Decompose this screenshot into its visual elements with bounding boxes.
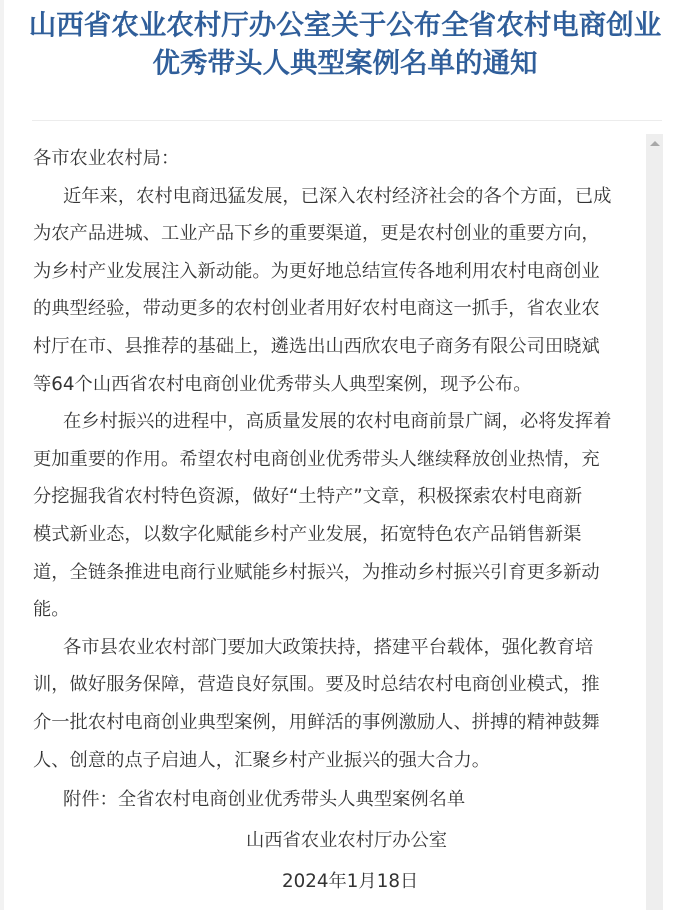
left-edge-strip [0, 0, 4, 910]
paragraph-1-line: 等64个山西省农村电商创业优秀带头人典型案例，现予公布。 [33, 373, 532, 395]
paragraph-2-line: 模式新业态，以数字化赋能乡村产业发展，拓宽特色农产品销售新渠 [33, 523, 582, 545]
title-divider [32, 120, 662, 121]
paragraph-1-line: 村厅在市、县推荐的基础上，遴选出山西欣农电子商务有限公司田晓斌 [33, 335, 600, 357]
page-title-line-2: 优秀带头人典型案例名单的通知 [152, 47, 538, 79]
signature-organization: 山西省农业农村厅办公室 [246, 830, 448, 851]
scroll-up-arrow-icon[interactable] [650, 141, 660, 146]
attachment-link[interactable]: 附件：全省农村电商创业优秀带头人典型案例名单 [63, 789, 466, 811]
paragraph-2-line: 道，全链条推进电商行业赋能乡村振兴，为推动乡村振兴引育更多新动 [33, 561, 600, 583]
paragraph-2-line: 分挖掘我省农村特色资源，做好“土特产”文章，积极探索农村电商新 [33, 486, 583, 508]
paragraph-1-line: 为农产品进城、工业产品下乡的重要渠道，更是农村创业的重要方向， [33, 223, 600, 245]
document-body [33, 140, 645, 819]
paragraph-3-line: 训，做好服务保障，营造良好氛围。要及时总结农村电商创业模式，推 [33, 674, 600, 696]
paragraph-2-line: 能。 [33, 599, 70, 621]
paragraph-3-line: 人、创意的点子启迪人，汇聚乡村产业振兴的强大合力。 [33, 749, 491, 771]
paragraph-1-line: 为乡村产业发展注入新动能。为更好地总结宣传各地利用农村电商创业 [33, 260, 600, 282]
paragraph-3-line: 各市县农业农村部门要加大政策扶持，搭建平台载体，强化教育培 [63, 636, 594, 658]
paragraph-2-line: 更加重要的作用。希望农村电商创业优秀带头人继续释放创业热情，充 [33, 448, 600, 470]
salutation: 各市农业农村局： [33, 148, 180, 169]
page-header [10, 6, 680, 82]
paragraph-1-line: 的典型经验，带动更多的农村创业者用好农村电商这一抓手，省农业农 [33, 298, 600, 320]
page-title-line-1: 山西省农业农村厅办公室关于公布全省农村电商创业 [28, 9, 662, 41]
vertical-scrollbar[interactable] [646, 134, 663, 910]
signature-date: 2024年1月18日 [282, 871, 419, 892]
paragraph-2-line: 在乡村振兴的进程中，高质量发展的农村电商前景广阔，必将发挥着 [63, 411, 612, 433]
paragraph-1-line: 近年来，农村电商迅猛发展，已深入农村经济社会的各个方面，已成 [63, 185, 612, 207]
paragraph-3-line: 介一批农村电商创业典型案例，用鲜活的事例激励人、拼搏的精神鼓舞 [33, 711, 600, 733]
